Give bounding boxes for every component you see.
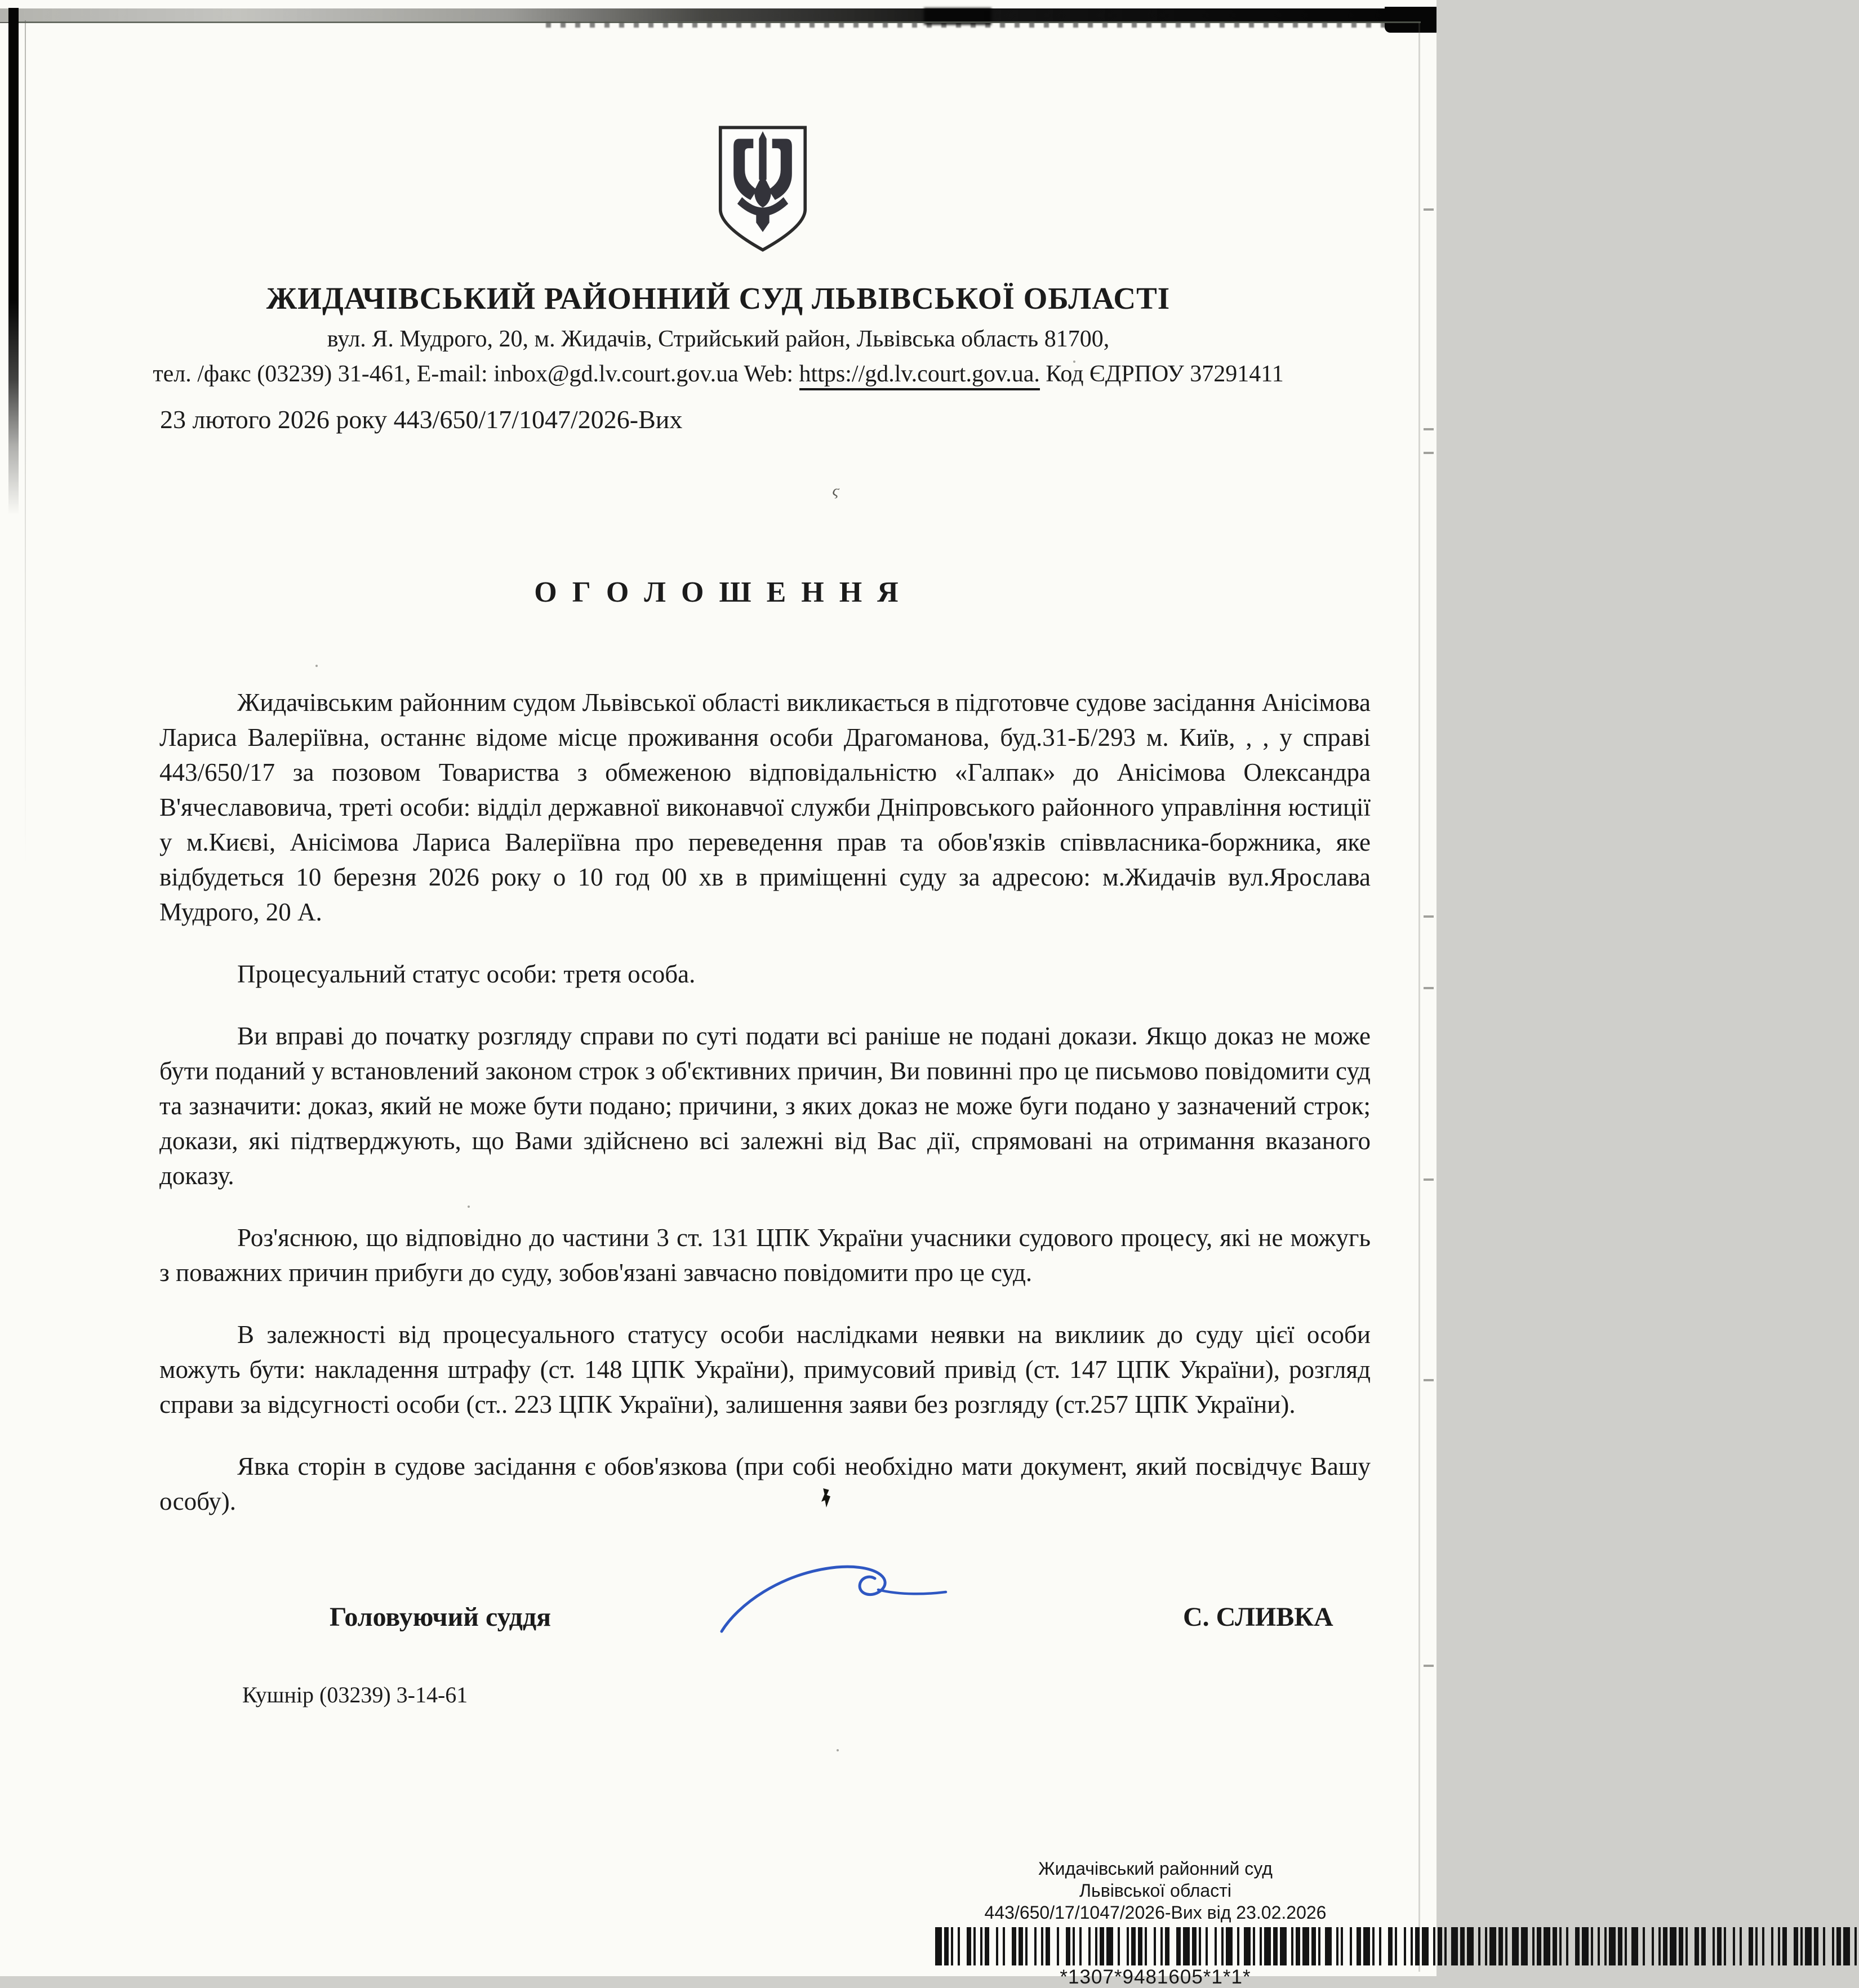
- scan-artifact-tick: [1424, 915, 1434, 918]
- scan-speck: [315, 665, 318, 667]
- scan-speck: [837, 1749, 839, 1751]
- judge-role-label: Головуючий суддя: [330, 1602, 552, 1632]
- court-name-heading: ЖИДАЧІВСЬКИЙ РАЙОННИЙ СУД ЛЬВІВСЬКОЇ ОБЛАСТІ: [266, 281, 1171, 315]
- registration-stamp: [935, 1858, 1376, 1988]
- scan-artifact-tick: [1424, 452, 1434, 454]
- scan-artifact-tick: [1424, 428, 1434, 430]
- document-body: [159, 685, 1371, 1546]
- stamp-court-line1: Жидачівський районний суд: [1038, 1858, 1273, 1879]
- scan-artifact-tick: [1424, 987, 1434, 989]
- scan-artifact-page-border: [25, 20, 26, 865]
- paragraph-cpc-131-notice: Роз'яснюю, що відповідно до частини 3 ст. 131 ЦПК України учасники судового процесу, які не можугь з поважних причин прибуги до суду, зобов'язані завчасно повідомити про це суд.: [159, 1224, 1371, 1287]
- stamp-court-line2: Львівської області: [1079, 1880, 1231, 1901]
- scan-artifact-copy-line: [17, 21, 1421, 23]
- scan-artifact-tick: [1424, 1665, 1434, 1667]
- contact-prefix: тел. /факс (03239) 31-461, E-mail: inbox@gd.lv.court.gov.ua Web:: [153, 361, 799, 387]
- paragraph-mandatory-appearance: Явка сторін в судове засідання є обов'язкова (при собі необхідно мати документ, який посвідчує Вашу особу).: [159, 1452, 1371, 1515]
- court-contact-line: [0, 361, 1436, 388]
- contact-suffix: Код ЄДРПОУ 37291411: [1039, 361, 1284, 387]
- paragraph-evidence-rights: Ви вправі до початку розгляду справи по суті подати всі раніше не подані докази. Якщо доказ не може бути поданий у встановлений законом строк з об'єктивних причин, Ви повинні про це письмово повідомити суд та зазначити: доказ, який не може бути подано; причини, з яких доказ не може буги подано у зазначений строк; докази, які підтверджують, що Вами здійснено всі залежні від Вас дії, спрямовані на отримання вказаного доказу.: [159, 1022, 1371, 1190]
- ukraine-trident-icon: [715, 123, 811, 255]
- judge-name: С. СЛИВКА: [1183, 1602, 1333, 1632]
- scan-artifact-tick: [1424, 1178, 1434, 1181]
- scan-artifact-left-bar: [8, 8, 19, 515]
- scan-artifact-tick: [1424, 1379, 1434, 1381]
- paragraph-procedural-status: Процесуальний статус особи: третя особа.: [237, 960, 696, 988]
- judge-signature-ink: [713, 1554, 949, 1647]
- outgoing-date-reference: 23 лютого 2026 року 443/650/17/1047/2026-Вих: [160, 405, 683, 434]
- paragraph-absence-consequences: В залежності від процесуального статусу особи наслідками неявки на виклиик до суду цієї особи можуть бути: накладення штрафу (ст. 148 ЦПК України), примусовий привід (ст. 147 ЦПК України), розгляд справи за відсугності особи (ст.. 223 ЦПК України), залишення заяви без розгляду (ст.257 ЦПК України).: [159, 1320, 1371, 1418]
- barcode: [935, 1927, 1376, 1965]
- document-title: О Г О Л О Ш Е Н Н Я: [534, 576, 902, 608]
- court-website-url: https://gd.lv.court.gov.ua.: [799, 361, 1040, 390]
- scan-artifact-corner: [1385, 7, 1436, 33]
- stamp-case-reference: 443/650/17/1047/2026-Вих від 23.02.2026: [984, 1902, 1327, 1923]
- clerk-contact-line: Кушнір (03239) 3-14-61: [242, 1682, 468, 1707]
- scan-artifact-pen-mark: ϛ: [830, 482, 842, 500]
- barcode-value: *1307*9481605*1*1*: [1060, 1966, 1251, 1988]
- paragraph-summons: Жидачівським районним судом Львівської області викликається в підготовче судове засідання Анісімова Лариса Валеріївна, останнє відоме місце проживання особи Драгоманова, буд.31-Б/293 м. Київ, , , у справі 443/650/17 за позовом Товариства з обмеженою відповідальністю «Галпак» до Анісімова Олександра В'ячеславовича, треті особи: відділ державної виконавчої служби Дніпровського районного управління юстиції у м.Києві, Анісімова Лариса Валеріївна про переведення прав та обов'язків співвласника-боржника, яке відбудеться 10 березня 2026 року о 10 год 00 хв в приміщенні суду за адресою: м.Жидачів вул.Ярослава Мудрого, 20 А.: [159, 688, 1371, 926]
- scan-artifact-tick: [1424, 208, 1434, 211]
- court-address-line: вул. Я. Мудрого, 20, м. Жидачів, Стрийський район, Львівська область 81700,: [327, 326, 1110, 352]
